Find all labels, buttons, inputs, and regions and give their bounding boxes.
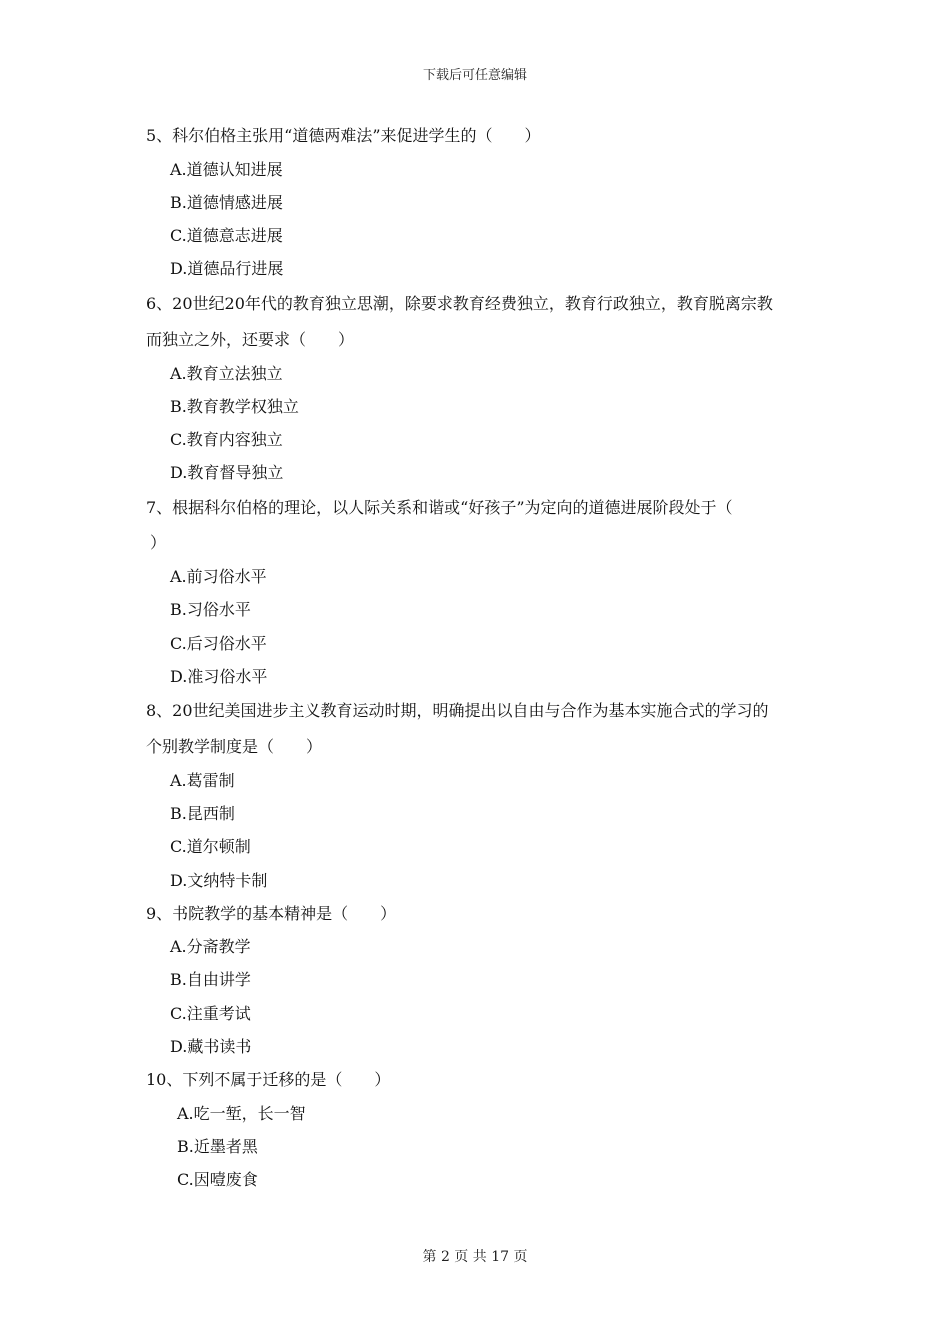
question-6-option-d: D.教育督导独立 [170,463,284,482]
question-10-stem: 10、下列不属于迁移的是（ ） [146,1070,391,1089]
question-6-option-b: B.教育教学权独立 [170,397,299,416]
question-7-stem-line-1: 7、根据科尔伯格的理论，以人际关系和谐或“好孩子”为定向的道德进展阶段处于（ [146,498,733,517]
question-7-option-c: C.后习俗水平 [170,634,267,653]
question-9-stem: 9、书院教学的基本精神是（ ） [146,904,397,923]
question-5-option-d: D.道德品行进展 [170,259,284,278]
question-10-option-b: B.近墨者黑 [177,1137,258,1156]
question-6-stem-line-1: 6、20世纪20年代的教育独立思潮，除要求教育经费独立，教育行政独立，教育脱离宗教 [146,294,773,313]
question-9-option-c: C.注重考试 [170,1004,251,1023]
question-6-stem-line-2: 而独立之外，还要求（ ） [146,330,355,349]
question-5-option-b: B.道德情感进展 [170,193,283,212]
question-5-option-c: C.道德意志进展 [170,226,283,245]
question-8-option-c: C.道尔顿制 [170,837,251,856]
question-9-option-b: B.自由讲学 [170,970,251,989]
question-8-option-b: B.昆西制 [170,804,235,823]
question-6-option-a: A.教育立法独立 [170,364,283,383]
question-7-option-d: D.准习俗水平 [170,667,268,686]
page-footer: 第 2 页 共 17 页 [422,1249,528,1265]
question-5-stem: 5、科尔伯格主张用“道德两难法”来促进学生的（ ） [146,126,541,145]
question-7-option-b: B.习俗水平 [170,600,251,619]
question-8-option-d: D.文纳特卡制 [170,871,268,890]
question-7-option-a: A.前习俗水平 [170,567,267,586]
question-9-option-d: D.藏书读书 [170,1037,252,1056]
question-10-option-c: C.因噎废食 [177,1170,258,1189]
question-10-option-a: A.吃一堑，长一智 [177,1104,306,1123]
question-6-option-c: C.教育内容独立 [170,430,283,449]
question-9-option-a: A.分斋教学 [170,937,251,956]
question-7-stem-line-2: ） [150,533,167,552]
question-8-stem-line-2: 个别教学制度是（ ） [146,737,323,756]
page-header: 下载后可任意编辑 [422,68,527,83]
question-8-option-a: A.葛雷制 [170,771,235,790]
question-8-stem-line-1: 8、20世纪美国进步主义教育运动时期，明确提出以自由与合作为基本实施合式的学习的 [146,701,769,720]
question-5-option-a: A.道德认知进展 [170,160,283,179]
